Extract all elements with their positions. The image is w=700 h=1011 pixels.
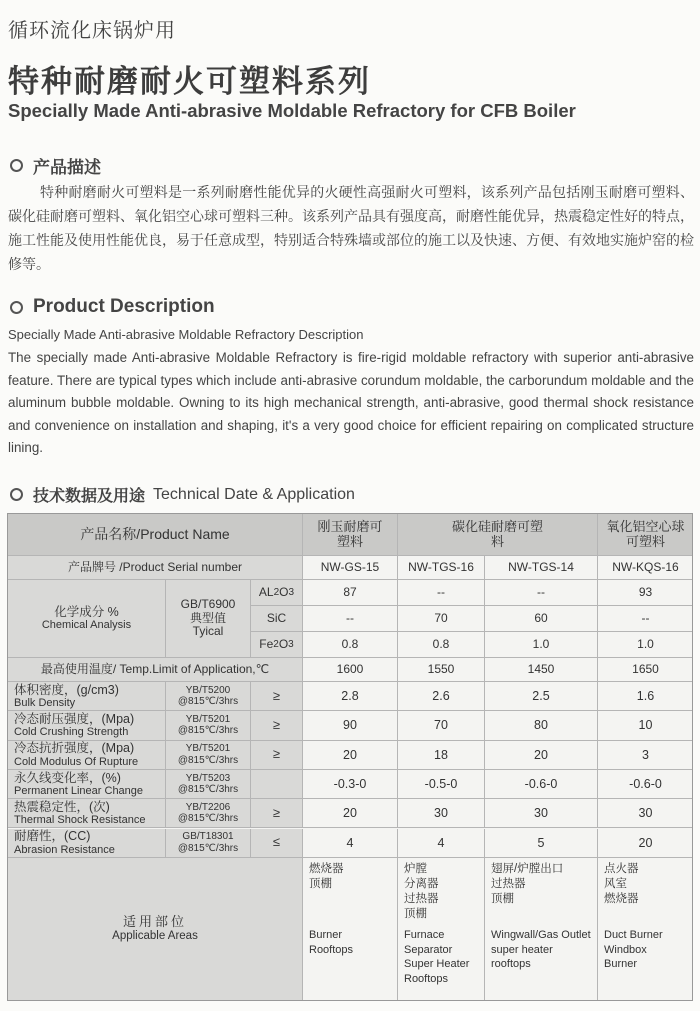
property-comparator: ≥ xyxy=(251,711,303,740)
applicable-area-cn-line: 炉膛 xyxy=(404,863,427,875)
category-corundum-text: 刚玉耐磨可塑料 xyxy=(317,518,383,549)
property-std: YB/T5200 xyxy=(185,684,231,696)
property-label-en: Permanent Linear Change xyxy=(14,784,144,797)
sic-cell: -- xyxy=(598,606,693,632)
applicable-area-cell xyxy=(303,858,398,1001)
property-standard xyxy=(166,741,251,770)
max-temp-label: 最高使用温度/ Temp.Limit of Application,℃ xyxy=(8,658,303,682)
applicable-area-en xyxy=(491,928,591,972)
property-cond: @815℃/3hrs xyxy=(177,813,239,825)
bullet-ring-icon xyxy=(10,159,23,172)
property-value: 4 xyxy=(398,829,485,859)
property-label-cn: 冷态抗折强度，(Mpa) xyxy=(14,741,135,756)
property-label xyxy=(8,799,166,828)
applicable-area-en xyxy=(309,928,353,957)
applicable-area-en-line: Furnace xyxy=(404,929,445,941)
applicable-areas-en: Applicable Areas xyxy=(112,930,198,943)
property-label-en: Thermal Shock Resistance xyxy=(14,814,146,827)
applicable-area-en-line: Rooftops xyxy=(404,972,449,985)
property-value: 20 xyxy=(485,741,598,770)
property-standard xyxy=(166,829,251,859)
category-alumina-bubble xyxy=(598,514,693,556)
property-label xyxy=(8,682,166,711)
applicable-area-cn-line: 点火器 xyxy=(604,863,639,875)
fe2o3-cell: 1.0 xyxy=(598,632,693,658)
bullet-ring-icon xyxy=(10,488,23,501)
al2o3-cell: 87 xyxy=(303,580,398,606)
property-standard xyxy=(166,682,251,711)
property-label-cn: 热震稳定性，(次) xyxy=(14,799,110,814)
technical-data-table xyxy=(7,513,693,1001)
applicable-area-en-line: super heater xyxy=(491,943,553,956)
applicable-area-en xyxy=(404,928,469,986)
applicable-area-cn-line: 顶棚 xyxy=(491,893,514,905)
property-label xyxy=(8,829,166,859)
property-value: -0.6-0 xyxy=(485,770,598,799)
property-value: 20 xyxy=(303,741,398,770)
property-comparator: ≥ xyxy=(251,741,303,770)
category-carborundum-text: 碳化硅耐磨可塑料 xyxy=(451,518,543,549)
property-value: 20 xyxy=(303,799,398,828)
chem-label-en: Chemical Analysis xyxy=(41,619,132,632)
property-value: 30 xyxy=(398,799,485,828)
title-en: Specially Made Anti-abrasive Moldable Refractory for CFB Boiler xyxy=(8,100,576,121)
applicable-area-cn-line: 翅屏/炉膛出口 xyxy=(491,863,564,875)
applicable-area-en xyxy=(604,928,663,972)
sic-cell: 60 xyxy=(485,606,598,632)
property-standard xyxy=(166,799,251,828)
description-cn: 特种耐磨耐火可塑料是一系列耐磨性能优异的火硬性高强耐火可塑料，该系列产品包括刚玉耐磨可塑料、碳化硅耐磨可塑料、氧化铝空心球可塑料三种。该系列产品具有强度高，耐磨性能优异，热震稳定性好的特点，施工性能及使用性能优良，易于任意成型，特别适合特殊墙或部位的施工以及快速、方便、有效地实施炉窑的检修等。 xyxy=(8,184,694,272)
property-label-en: Cold Crushing Strength xyxy=(14,726,129,739)
applicable-area-cell xyxy=(398,858,485,1001)
property-cond: @815℃/3hrs xyxy=(177,784,239,796)
property-cond: @815℃/3hrs xyxy=(177,754,239,766)
applicable-area-cn xyxy=(491,862,563,926)
category-alumina-bubble-text: 氧化铝空心球可塑料 xyxy=(606,518,685,549)
property-label-cn: 永久线变化率，(%) xyxy=(14,770,121,785)
property-value: 3 xyxy=(598,741,693,770)
applicable-area-cn-line: 风室 xyxy=(604,878,627,890)
applicable-area-en-line: Separator xyxy=(404,943,453,956)
property-value: -0.3-0 xyxy=(303,770,398,799)
applicable-area-en-line: Super Heater xyxy=(404,958,470,970)
table-heading-cn: 技术数据及用途 xyxy=(33,488,146,505)
applicable-areas-cn: 适用部位 xyxy=(122,914,187,930)
max-temp-cell: 1550 xyxy=(398,658,485,682)
applicable-area-cn-line: 过热器 xyxy=(491,878,526,890)
subtitle-cn: 循环流化床锅炉用 xyxy=(8,20,176,42)
property-std: YB/T5201 xyxy=(185,713,231,725)
property-value: 1.6 xyxy=(598,682,693,711)
chem-label xyxy=(8,580,166,658)
applicable-area-en-line: Wingwall/Gas Outlet xyxy=(491,929,591,941)
property-std: YB/T5203 xyxy=(185,772,231,784)
al2o3-cell: 93 xyxy=(598,580,693,606)
applicable-area-en-line: Duct Burner xyxy=(604,929,663,941)
property-label xyxy=(8,770,166,799)
al2o3-cell: -- xyxy=(398,580,485,606)
applicable-area-en-line: Windbox xyxy=(604,943,647,956)
property-value: 30 xyxy=(598,799,693,828)
applicable-area-en-line: Rooftops xyxy=(309,943,354,956)
chem-std-typical-en: Tyical xyxy=(192,624,224,639)
property-comparator: ≥ xyxy=(251,799,303,828)
property-cond: @815℃/3hrs xyxy=(177,725,239,737)
property-label xyxy=(8,741,166,770)
serial-label: 产品牌号 /Product Serial number xyxy=(8,556,303,580)
property-value: 2.5 xyxy=(485,682,598,711)
property-cond: @815℃/3hrs xyxy=(177,842,239,854)
applicable-areas-label xyxy=(8,858,303,1001)
property-standard xyxy=(166,711,251,740)
property-value: 2.6 xyxy=(398,682,485,711)
fe2o3-cell: 0.8 xyxy=(303,632,398,658)
sic-cell: -- xyxy=(303,606,398,632)
property-label-en: Cold Modulus Of Rupture xyxy=(14,755,139,768)
chem-sic-label: SiC xyxy=(251,606,303,632)
max-temp-cell: 1650 xyxy=(598,658,693,682)
applicable-area-en-line: rooftops xyxy=(491,958,531,970)
chem-standard xyxy=(166,580,251,658)
chem-std-typical-cn: 典型值 xyxy=(189,610,226,625)
serial-cell: NW-TGS-14 xyxy=(485,556,598,580)
sic-cell: 70 xyxy=(398,606,485,632)
applicable-area-cell xyxy=(598,858,693,1001)
category-carborundum xyxy=(398,514,598,556)
category-corundum xyxy=(303,514,398,556)
applicable-area-cn xyxy=(309,862,344,926)
applicable-area-en-line: Burner xyxy=(604,958,638,970)
applicable-area-en-line: Burner xyxy=(309,929,343,941)
property-value: -0.5-0 xyxy=(398,770,485,799)
property-value: 18 xyxy=(398,741,485,770)
property-value: 4 xyxy=(303,829,398,859)
product-name-header: 产品名称/Product Name xyxy=(8,514,303,556)
property-value: 5 xyxy=(485,829,598,859)
fe2o3-cell: 0.8 xyxy=(398,632,485,658)
property-cond: @815℃/3hrs xyxy=(177,696,239,708)
property-std: YB/T2206 xyxy=(185,801,231,813)
title-cn: 特种耐磨耐火可塑料系列 xyxy=(8,64,371,99)
serial-cell: NW-TGS-16 xyxy=(398,556,485,580)
chem-al2o3-label: AL 2 O 3 xyxy=(251,580,303,606)
applicable-area-cn xyxy=(604,862,639,926)
property-value: 80 xyxy=(485,711,598,740)
section-heading-cn xyxy=(10,153,101,178)
property-comparator: ≥ xyxy=(251,682,303,711)
applicable-area-cn-line: 顶棚 xyxy=(404,908,427,920)
applicable-area-cn-line: 燃烧器 xyxy=(309,863,344,875)
chem-std-code: GB/T6900 xyxy=(180,596,236,611)
description-en-subheading: Specially Made Anti-abrasive Moldable Refractory Description xyxy=(8,327,364,342)
applicable-area-cn-line: 分离器 xyxy=(404,878,439,890)
property-value: 2.8 xyxy=(303,682,398,711)
property-standard xyxy=(166,770,251,799)
applicable-area-cn-line: 燃烧器 xyxy=(604,893,639,905)
property-label-cn: 耐磨性，(CC) xyxy=(14,829,91,844)
fe2o3-cell: 1.0 xyxy=(485,632,598,658)
property-label-cn: 冷态耐压强度，(Mpa) xyxy=(14,711,135,726)
serial-cell: NW-KQS-16 xyxy=(598,556,693,580)
property-comparator xyxy=(251,770,303,799)
property-label-cn: 体积密度，(g/cm3) xyxy=(14,682,119,697)
max-temp-cell: 1600 xyxy=(303,658,398,682)
applicable-area-cell xyxy=(485,858,598,1001)
description-en: The specially made Anti-abrasive Moldable Refractory is fire-rigid moldable refractory with superior anti-abrasive feature. There are typical types which include anti-abrasive corundum moldable, the carborundum moldable and the aluminum bubble moldable. Owning to its high mechanical strength, anti-abrasive, good thermal shock resistance and convenience on installation and shaping, it's a very good choice for efficient repairing on complicated structure lining. xyxy=(8,350,694,456)
section-heading-cn-text: 产品描述 xyxy=(33,158,101,177)
property-value: 20 xyxy=(598,829,693,859)
max-temp-cell: 1450 xyxy=(485,658,598,682)
bullet-ring-icon xyxy=(10,301,23,314)
section-heading-en-text: Product Description xyxy=(33,296,215,317)
serial-cell: NW-GS-15 xyxy=(303,556,398,580)
property-label-en: Bulk Density xyxy=(14,697,76,710)
chem-label-cn: 化学成分 % xyxy=(54,604,119,619)
section-heading-table xyxy=(10,483,355,506)
property-label xyxy=(8,711,166,740)
property-std: YB/T5201 xyxy=(185,743,231,755)
applicable-area-cn xyxy=(404,862,439,926)
applicable-area-cn-line: 顶棚 xyxy=(309,878,332,890)
property-std: GB/T18301 xyxy=(182,831,234,843)
applicable-area-cn-line: 过热器 xyxy=(404,893,439,905)
al2o3-cell: -- xyxy=(485,580,598,606)
table-heading-en: Technical Date & Application xyxy=(153,485,355,503)
property-value: 30 xyxy=(485,799,598,828)
property-value: 90 xyxy=(303,711,398,740)
property-value: 10 xyxy=(598,711,693,740)
property-value: 70 xyxy=(398,711,485,740)
chem-fe2o3-label: Fe 2 O 3 xyxy=(251,632,303,658)
section-heading-en xyxy=(10,296,215,318)
property-label-en: Abrasion Resistance xyxy=(14,843,115,856)
property-value: -0.6-0 xyxy=(598,770,693,799)
property-comparator: ≤ xyxy=(251,829,303,859)
